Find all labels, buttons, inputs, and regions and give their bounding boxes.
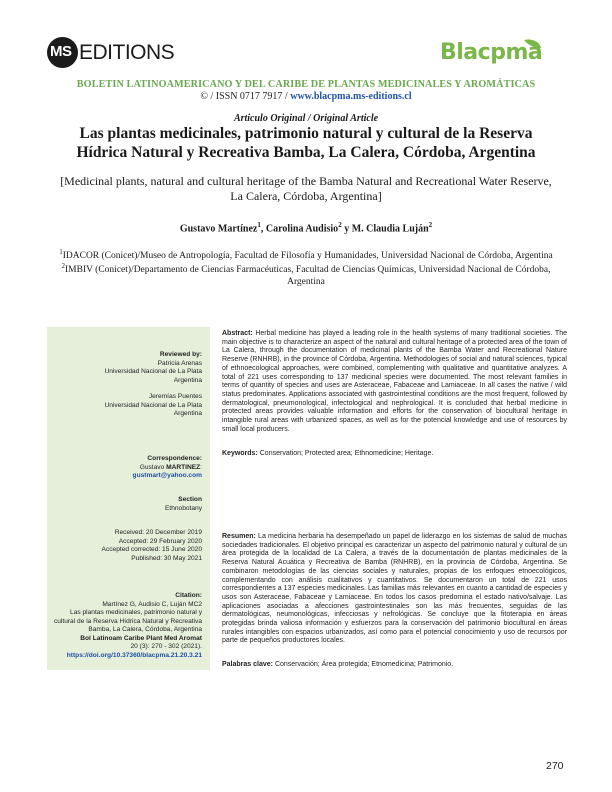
affiliation-text: IMBIV (Conicet)/Departamento de Ciencias Farmacéuticas, Facultad de Ciencias Químicas, Universidad Nacional de Córdoba, Argentina (65, 265, 551, 288)
published-date: Published: 30 May 2021 (131, 554, 202, 562)
resumen-keywords (222, 661, 567, 668)
reviewer-institution: Universidad Nacional de La Plata (104, 368, 202, 375)
page-number: 270 (546, 760, 564, 772)
author-name: Carolina Audisio (265, 223, 339, 235)
accepted-corrected-date: Accepted corrected: 15 June 2020 (101, 546, 202, 553)
issn-line (0, 91, 612, 102)
subtitle-line-2: La Calera, Córdoba, Argentina] (230, 188, 382, 203)
section-value: Ethnobotany (164, 504, 202, 512)
reviewer-country: Argentina (173, 410, 202, 417)
abstract-keywords (222, 450, 567, 457)
citation-label: Citation: (175, 592, 202, 599)
title-line-2: Hídrica Natural y Recreativa Bamba, La Calera, Córdoba, Argentina (76, 144, 536, 161)
correspondence-block (52, 455, 202, 481)
journal-name: BOLETIN LATINOAMERICANO Y DEL CARIBE DE PLANTAS MEDICINALES Y AROMÁTICAS (76, 79, 536, 90)
subtitle-line-1: [Medicinal plants, natural and cultural heritage of the Bamba Natural and Recreational Water Reserve, (60, 174, 552, 188)
reviewer-name: Patricia Arenas (157, 359, 202, 367)
author-name: M. Claudia Luján (351, 223, 429, 235)
citation-doi-link[interactable]: https://doi.org/10.37360/blacpma.21.20.3.21 (66, 651, 202, 659)
ms-editions-logo (47, 37, 177, 69)
author-name: Gustavo Martínez (179, 223, 258, 235)
dates-block (52, 529, 202, 563)
issn-text: © / ISSN 0717 7917 / (200, 91, 291, 102)
article-subtitle (60, 174, 552, 203)
author-list (0, 221, 612, 234)
palabras-clave-text: Conservación; Área protegida; Etnomedicina; Patrimonio. (274, 661, 454, 668)
affiliation-2 (45, 260, 567, 288)
affiliation-sup: 2 (61, 262, 65, 270)
author-affil-sup: 2 (338, 221, 342, 229)
affiliation-sup: 1 (59, 248, 63, 256)
resumen-text: La medicina herbaria ha desempeñado un papel de liderazgo en los sistemas de salud de muchas sociedades tradicionales. El objetivo principal es caracterizar un aspecto del patrimonio natural y cultural de un área protegida de la localidad de La Calera, a través de la documentación de plantas medicinales de la Reserva Natural Acuática y Recreativa de Bamba (RNHRB), en la provincia de Córdoba, Argentina. Se combinaron metodologías de las ciencias sociales y naturales, propias de los enfoques etnoecológicos, complementando con análisis cualitativos y cuantitativos. Se documentaron un total de 221 usos correspondientes a 137 especies medicinales. Las familias más relevantes en cuanto a cantidad de especies y usos son Asteraceae, Fabaceae y Lamiaceae. En todos los casos predomina el estado nativo/salvaje. Las aplicaciones asociadas a afecciones gastrointestinales son las más frecuentes, seguidas de las dermatológicas, neumonológicas, infecciosas y nefrológicas. Se concluye que la fitoterapia en áreas protegidas brinda valiosa información y esfuerzos para la conservación del patrimonio biocultural en áreas rurales intangibles con espacios urbanizados, así como para el potencial conocimiento y uso de recursos por parte de pequeños productores locales. (222, 533, 567, 645)
corr-last-name: MARTINEZ (166, 463, 201, 471)
keywords-label: Keywords: (222, 450, 258, 457)
ms-logo-text: EDITIONS (79, 41, 175, 64)
reviewer-institution: Universidad Nacional de La Plata (104, 401, 202, 409)
abstract-paragraph (222, 330, 567, 434)
citation-title-line: Bamba, La Calera, Córdoba, Argentina (88, 626, 202, 633)
reviewers-block (52, 351, 202, 419)
reviewer-country: Argentina (173, 376, 202, 384)
section-label: Section (178, 496, 202, 503)
reviewer-name: Jeremías Puentes (148, 393, 202, 400)
corr-first-name: Gustavo (139, 463, 167, 471)
corr-colon: : (200, 463, 202, 471)
author-separator: , (260, 223, 266, 235)
citation-authors: Martínez G, Audisio C, Luján MC2 (102, 600, 202, 608)
section-block (52, 496, 202, 513)
journal-url-link[interactable]: www.blacpma.ms-editions.cl (290, 91, 412, 102)
article-title (60, 124, 552, 162)
correspondence-label: Correspondence: (147, 455, 202, 462)
author-affil-sup: 2 (428, 221, 433, 229)
accepted-date: Accepted: 29 February 2020 (118, 537, 202, 545)
citation-title-line: cultural de la Reserva Hídrica Natural y Recreativa (53, 617, 202, 625)
blacpma-logo (440, 38, 555, 72)
abstract-text: Herbal medicine has played a leading role in the health systems of many traditional societies. The main objective is to characterize an aspect of the natural and cultural heritage of a protected area of the town of La Calera, through the documentation of medicinal plants of the Bamba Water and Recreational Nature Reserve (RNHRB), in the province of Córdoba, Argentina. Methodologies of social and natural sciences, typical of ethnoecological approaches, were combined, complementing with qualitative and quantitative analyzes. A total of 221 uses corresponding to 137 medicinal species were documented. The most relevant families in terms of quantity of species and uses are Asteraceae, Fabaceae and Lamiaceae. In all cases the native / wild status predominates. Applications associated with gastrointestinal conditions are the most frequent, followed by dermatological, pneumonological, infectological and nephrological. It is concluded that herbal medicine in protected areas provides valuable information and efforts for the conservation of biocultural heritage in intangible rural areas with urbanized spaces, as well as for the potencial knowledge and use of resources by small local producers. (222, 330, 567, 433)
keywords-text: Conservation; Protected area; Ethnomedicine; Heritage. (259, 450, 434, 457)
affiliation-text: IDACOR (Conicet)/Museo de Antropología, Facultad de Filosofía y Humanidades, Universidad Nacional de Córdoba, Argentina (62, 251, 553, 262)
citation-journal: Bol Latinoam Caribe Plant Med Aromat (80, 634, 202, 642)
citation-block (52, 592, 202, 660)
correspondence-name (52, 464, 202, 473)
reviewed-label: Reviewed by: (159, 351, 202, 358)
ms-logo-letters: MS (50, 43, 72, 60)
received-date: Received: 20 December 2019 (114, 529, 202, 536)
correspondence-email-link[interactable]: gustmart@yahoo.com (132, 472, 202, 479)
title-line-1: Las plantas medicinales, patrimonio natural y cultural de la Reserva (79, 125, 533, 142)
author-affil-sup: 1 (257, 221, 261, 229)
blacpma-logo-text: Blacpma (440, 40, 543, 65)
resumen-label: Resumen: (222, 533, 256, 540)
article-info-sidebar (47, 327, 210, 670)
citation-title-line: Las plantas medicinales, patrimonio natural y (70, 609, 202, 616)
article-type: Articulo Original / Original Article (233, 113, 379, 124)
palabras-clave-label: Palabras clave: (222, 661, 273, 668)
citation-volume: 20 (3): 270 - 302 (2021). (130, 643, 202, 650)
resumen-paragraph (222, 533, 567, 646)
author-separator: y (341, 223, 352, 235)
abstract-label: Abstract: (222, 330, 253, 337)
